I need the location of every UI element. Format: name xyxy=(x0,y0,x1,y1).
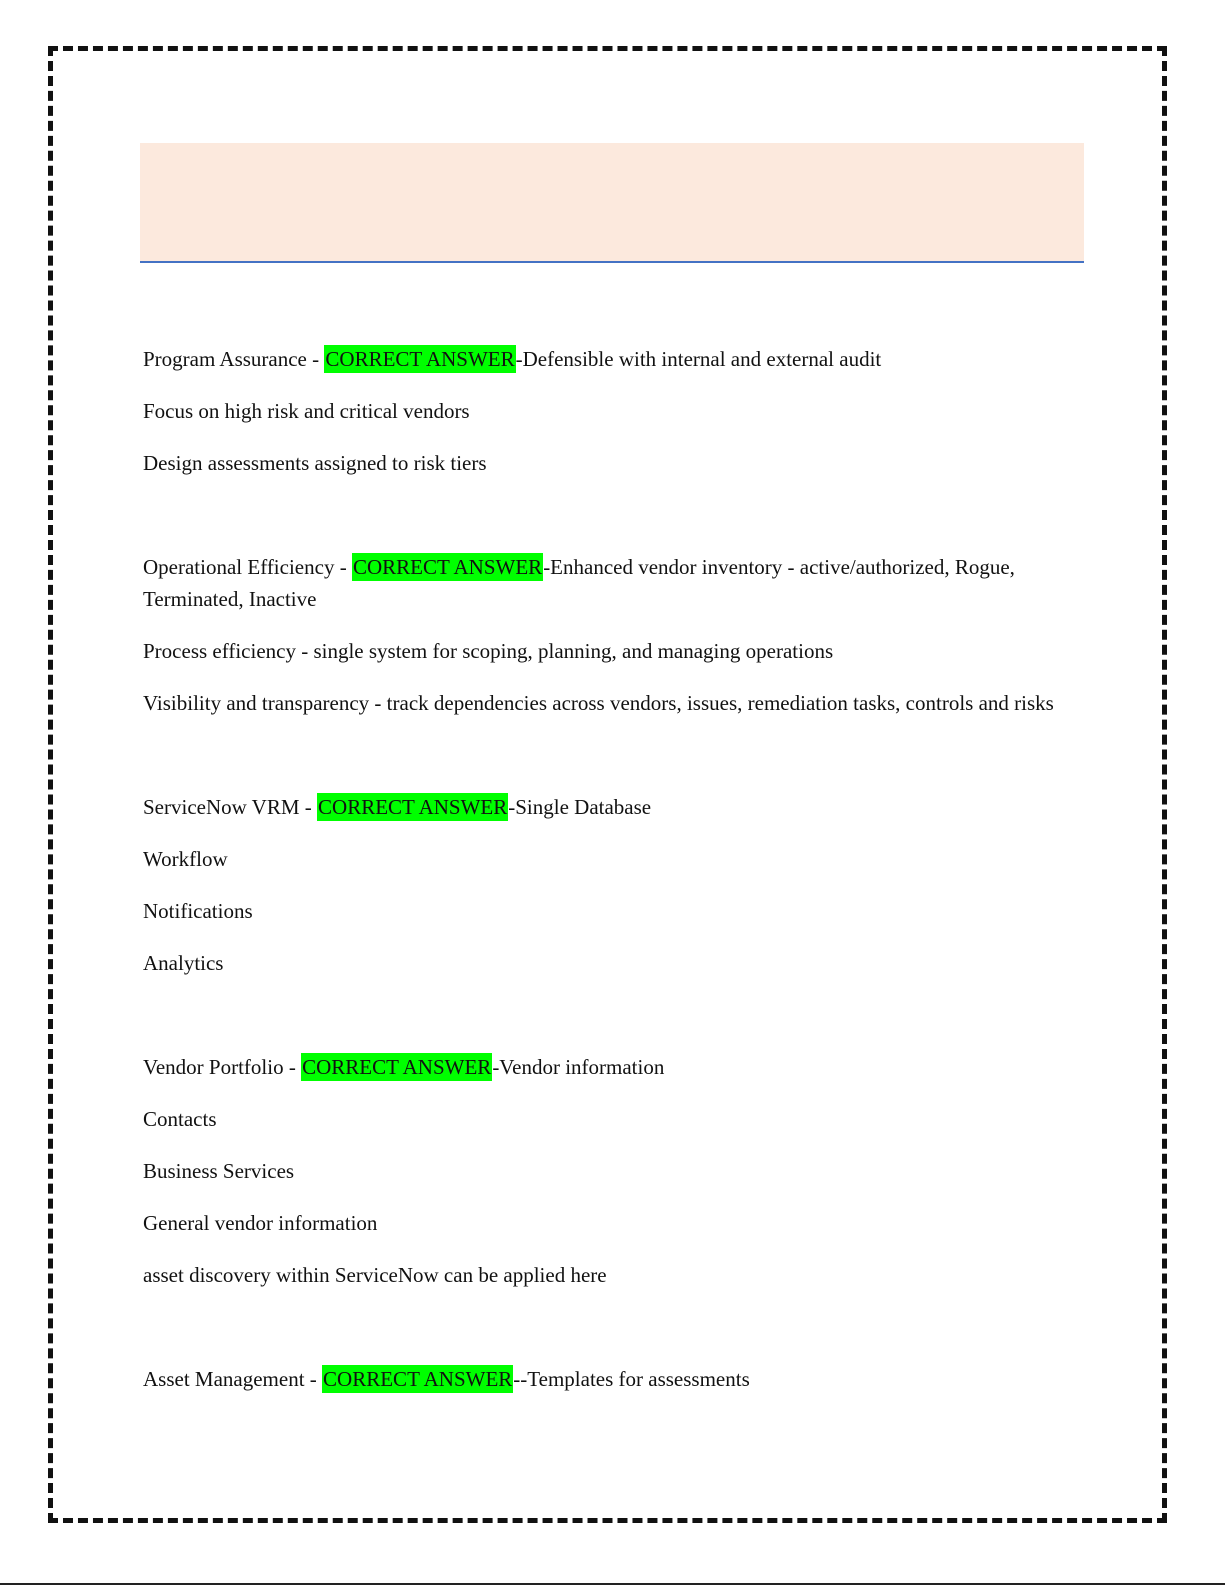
correct-answer-badge: CORRECT ANSWER xyxy=(352,555,543,579)
answer-line: Visibility and transparency - track dependencies across vendors, issues, remediation tasks, controls and risks xyxy=(143,691,1054,715)
document-body xyxy=(143,343,1073,1415)
section-spacer xyxy=(143,739,1073,791)
answer-line: asset discovery within ServiceNow can be applied here xyxy=(143,1263,607,1287)
answer-line: Workflow xyxy=(143,847,228,871)
answer-text: -Vendor information xyxy=(492,1055,665,1079)
separator: - xyxy=(304,1367,323,1391)
separator: - xyxy=(306,347,325,371)
flashcard-question xyxy=(143,1363,1073,1395)
answer-text: -Enhanced vendor inventory - active/authorized, Rogue, Terminated, Inactive xyxy=(143,555,1015,611)
separator: - xyxy=(334,555,352,579)
separator: - xyxy=(283,1055,302,1079)
answer-text: -Single Database xyxy=(508,795,652,819)
section-spacer xyxy=(143,1311,1073,1363)
term: ServiceNow VRM xyxy=(143,795,300,819)
flashcard-question xyxy=(143,343,1073,375)
answer-line: Analytics xyxy=(143,951,224,975)
answer-line: General vendor information xyxy=(143,1211,378,1235)
header-band xyxy=(140,143,1084,263)
correct-answer-badge: CORRECT ANSWER xyxy=(325,347,515,371)
term: Asset Management xyxy=(143,1367,305,1391)
section-spacer xyxy=(143,999,1073,1051)
answer-line: Notifications xyxy=(143,899,253,923)
flashcard-question xyxy=(143,791,1073,823)
correct-answer-badge: CORRECT ANSWER xyxy=(302,1055,492,1079)
correct-answer-badge: CORRECT ANSWER xyxy=(318,795,508,819)
term: Vendor Portfolio xyxy=(143,1055,284,1079)
answer-line: Focus on high risk and critical vendors xyxy=(143,399,470,423)
flashcard-question xyxy=(143,1051,1073,1083)
answer-line: Contacts xyxy=(143,1107,217,1131)
section-spacer xyxy=(143,499,1073,551)
correct-answer-badge: CORRECT ANSWER xyxy=(323,1367,513,1391)
answer-line: Design assessments assigned to risk tiers xyxy=(143,451,487,475)
term: Operational Efficiency xyxy=(143,555,335,579)
term: Program Assurance xyxy=(143,347,307,371)
flashcard-question xyxy=(143,551,1073,615)
answer-text: --Templates for assessments xyxy=(513,1367,750,1391)
answer-text: -Defensible with internal and external audit xyxy=(515,347,882,371)
answer-line: Process efficiency - single system for scoping, planning, and managing operations xyxy=(143,639,834,663)
answer-line: Business Services xyxy=(143,1159,295,1183)
separator: - xyxy=(299,795,318,819)
